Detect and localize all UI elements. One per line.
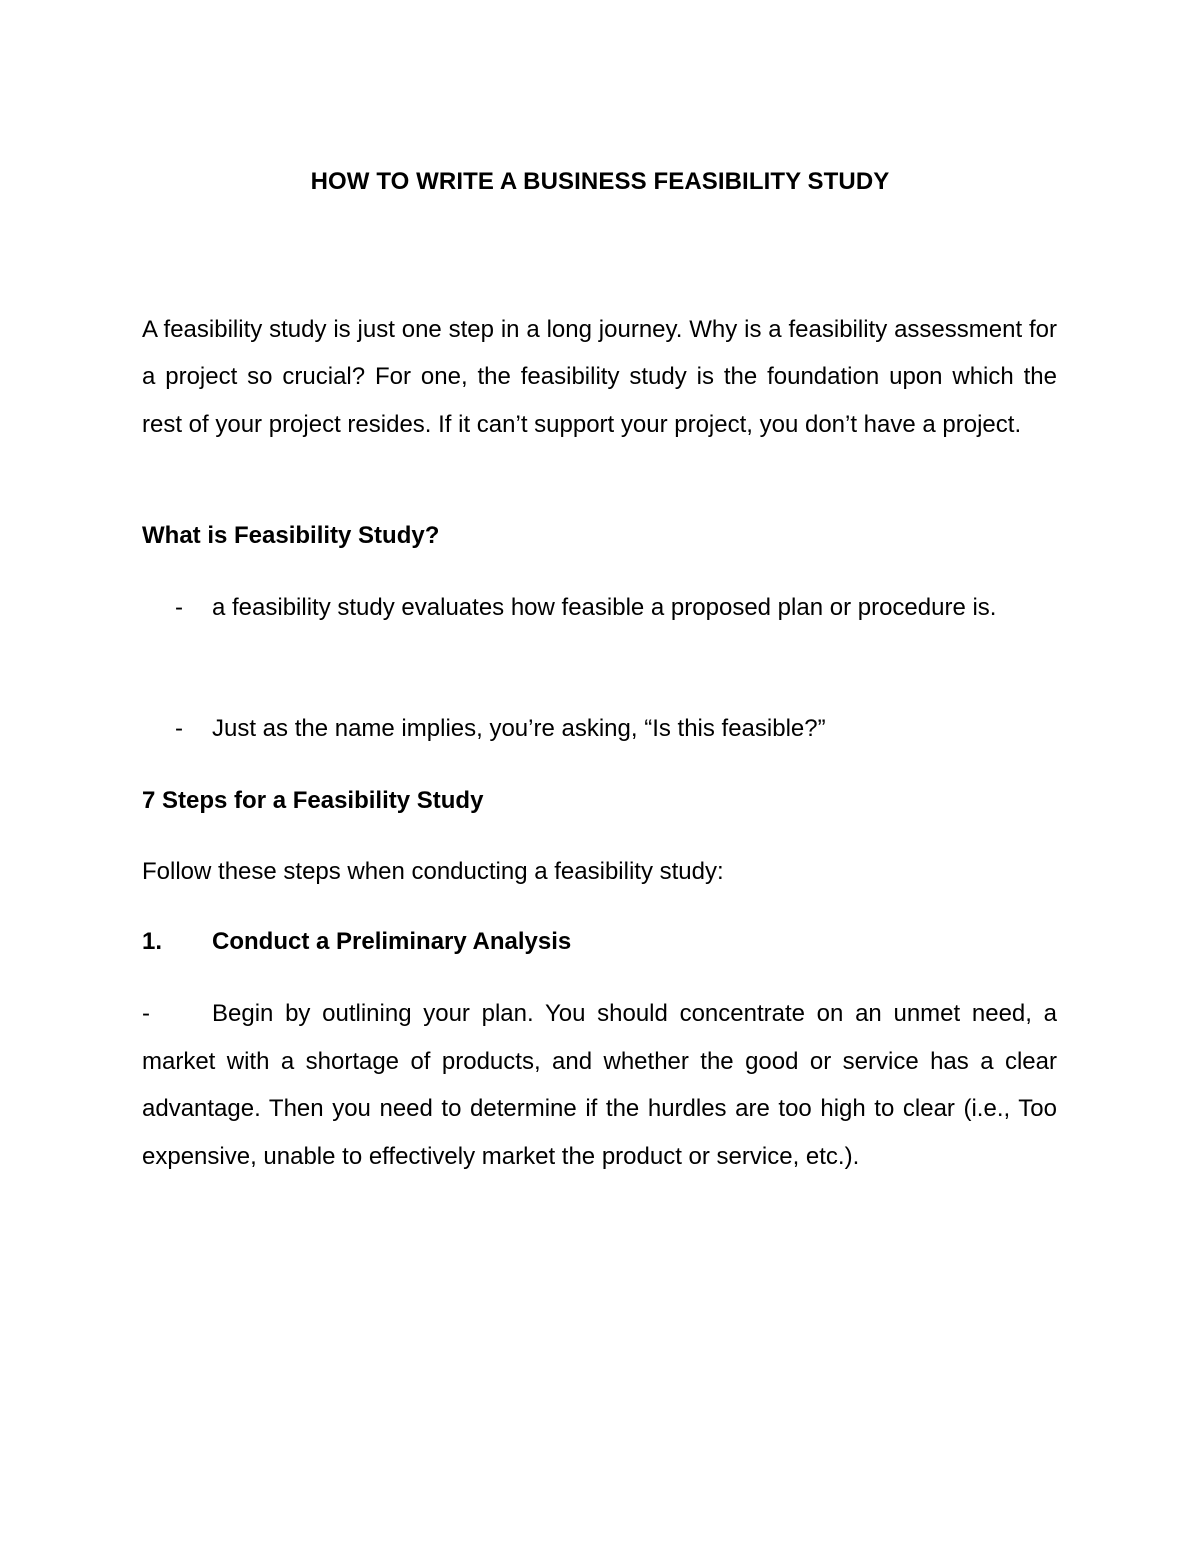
- step-number: 1.: [142, 928, 163, 955]
- step-dash: -: [142, 1000, 150, 1027]
- section-heading-what: What is Feasibility Study?: [142, 522, 440, 549]
- step-paragraph: [142, 990, 1057, 1180]
- bullet-dash: -: [175, 594, 183, 621]
- bullet-text: a feasibility study evaluates how feasible a proposed plan or procedure is.: [212, 594, 997, 621]
- bullet-item: [142, 705, 1057, 754]
- step-title: Conduct a Preliminary Analysis: [212, 928, 572, 955]
- section-heading-steps: 7 Steps for a Feasibility Study: [142, 787, 484, 814]
- intro-paragraph: A feasibility study is just one step in a long journey. Why is a feasibility assessment for a project so crucial? For one, the feasibility study is the foundation upon which the rest of your project resides. If it can’t support your project, you don’t have a project.: [142, 316, 1057, 438]
- step-text: Begin by outlining your plan. You should concentrate on an unmet need, a market with a shortage of products, and whether the good or service has a clear advantage. Then you need to determine if the hurdles are too high to clear (i.e., Too expensive, unable to effectively market the product or service, etc.).: [142, 1000, 1057, 1170]
- bullet-text: Just as the name implies, you’re asking, “Is this feasible?”: [212, 715, 826, 742]
- document-title: HOW TO WRITE A BUSINESS FEASIBILITY STUDY: [310, 168, 890, 195]
- bullet-item: [142, 584, 1057, 633]
- steps-intro: Follow these steps when conducting a feasibility study:: [142, 858, 724, 885]
- bullet-dash: -: [175, 715, 183, 742]
